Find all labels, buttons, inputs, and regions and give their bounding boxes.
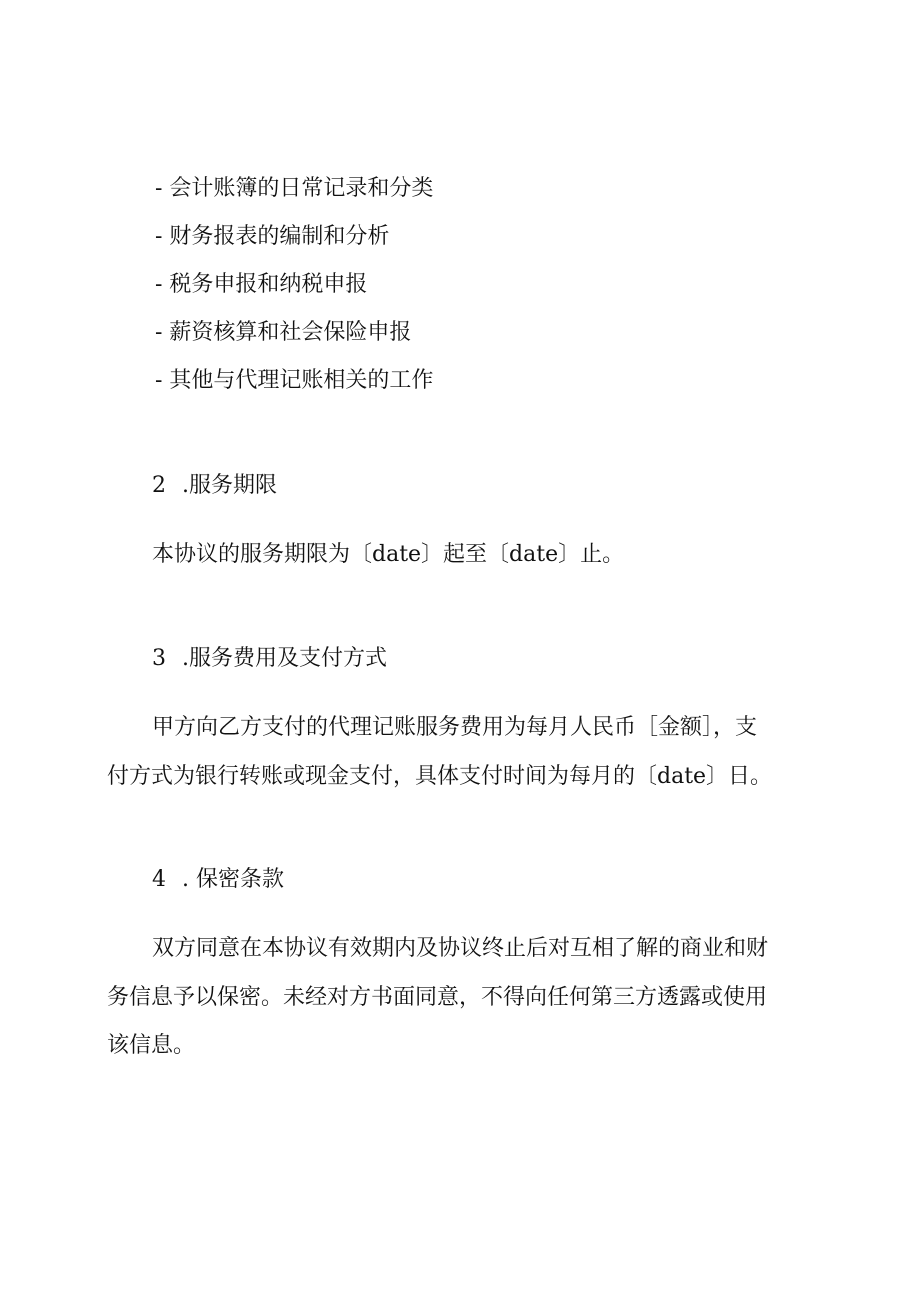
section-number: 4 xyxy=(152,867,166,892)
section-number: 3 xyxy=(152,646,166,671)
section-title: .服务费用及支付方式 xyxy=(182,646,387,671)
section-body-line: 双方同意在本协议有效期内及协议终止后对互相了解的商业和财 xyxy=(152,936,769,961)
section-title: .服务期限 xyxy=(182,473,277,498)
section-body-line: 甲方向乙方支付的代理记账服务费用为每月人民币［金额］，支 xyxy=(152,715,758,740)
list-item: - 其他与代理记账相关的工作 xyxy=(155,368,434,393)
list-item: - 税务申报和纳税申报 xyxy=(155,272,368,297)
list-item: - 会计账簿的日常记录和分类 xyxy=(155,176,434,201)
section-heading-fees xyxy=(152,644,387,674)
section-number: 2 xyxy=(152,473,166,498)
section-title: . 保密条款 xyxy=(182,867,284,892)
section-body-line: 务信息予以保密。未经对方书面同意，不得向任何第三方透露或使用 xyxy=(107,985,768,1010)
list-item: - 财务报表的编制和分析 xyxy=(155,224,390,249)
section-body-line: 该信息。 xyxy=(107,1033,196,1058)
section-body-line: 付方式为银行转账或现金支付，具体支付时间为每月的〔date〕日。 xyxy=(107,764,773,789)
section-heading-confidentiality xyxy=(152,865,284,895)
section-body-term: 本协议的服务期限为〔date〕起至〔date〕止。 xyxy=(152,542,625,567)
list-item: - 薪资核算和社会保险申报 xyxy=(155,320,412,345)
section-heading-term xyxy=(152,471,277,501)
